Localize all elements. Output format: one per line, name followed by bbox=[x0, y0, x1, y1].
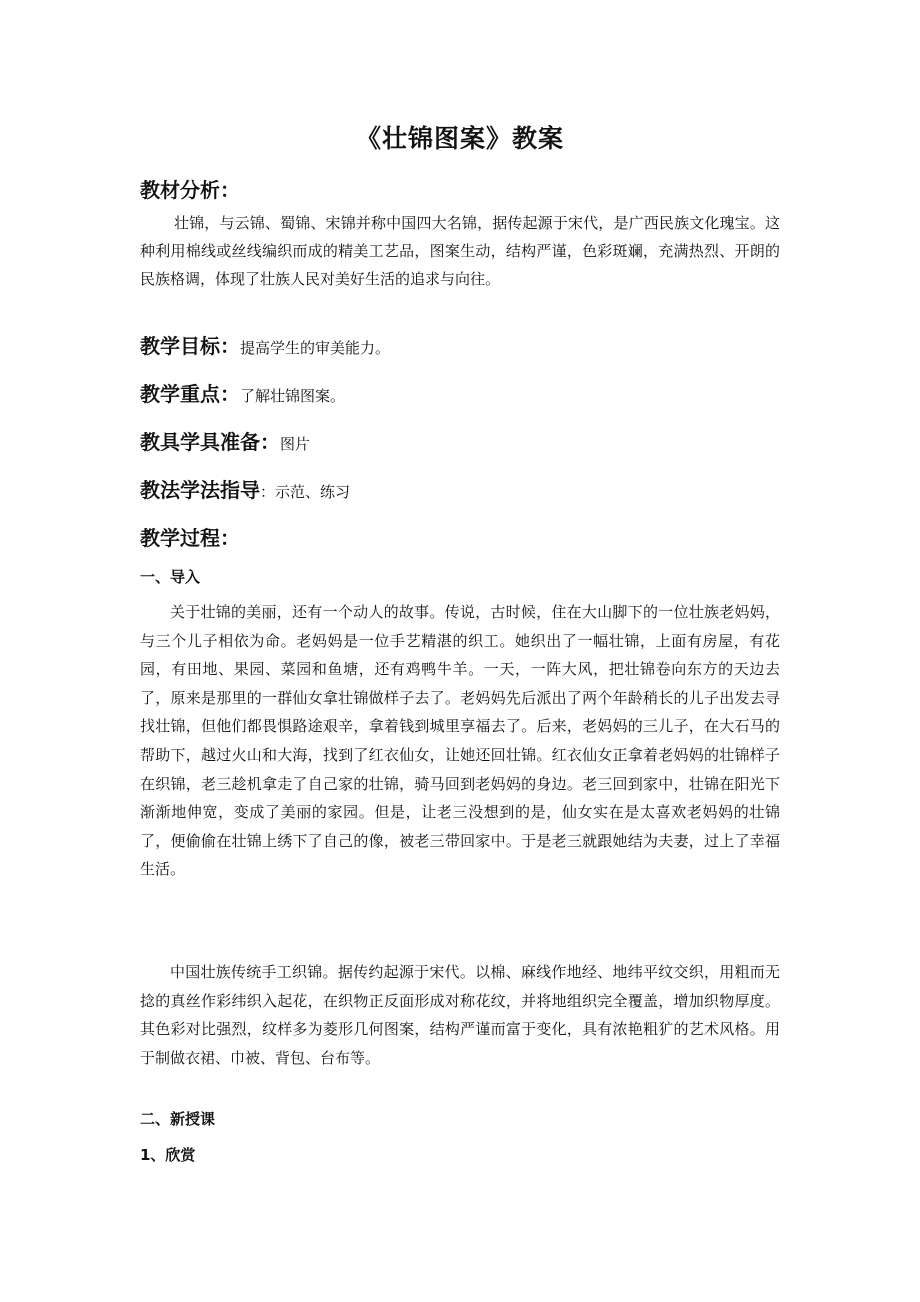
focus-text: 了解壮锦图案。 bbox=[240, 387, 346, 405]
goal-heading-label: 教学目标： bbox=[140, 334, 240, 358]
analysis-heading-label: 教材分析： bbox=[140, 178, 240, 202]
new-lesson-heading: 二、新授课 bbox=[140, 1110, 216, 1128]
intro-description-paragraph: 中国壮族传统手工织锦。据传约起源于宋代。以棉、麻线作地经、地纬平纹交织，用粗而无捻的真丝作彩纬织入起花，在织物正反面形成对称花纹，并将地组织完全覆盖，增加织物厚度。其色彩对比强烈，纹样多为菱形几何图案，结构严谨而富于变化，具有浓艳粗犷的艺术风格。用于制做衣裙、巾被、背包、台布等。 bbox=[140, 963, 780, 1067]
document-title: 《壮锦图案》教案 bbox=[355, 124, 564, 153]
method-colon: ： bbox=[260, 483, 276, 501]
tools-heading-label: 教具学具准备： bbox=[140, 430, 280, 454]
intro-story-paragraph: 关于壮锦的美丽，还有一个动人的故事。传说，古时候，住在大山脚下的一位壮族老妈妈，与三个儿子相依为命。老妈妈是一位手艺精湛的织工。她织出了一幅壮锦，上面有房屋，有花园，有田地、果园、菜园和鱼塘，还有鸡鸭牛羊。一天，一阵大风，把壮锦卷向东方的天边去了，原来是那里的一群仙女拿壮锦做样子去了。老妈妈先后派出了两个年龄稍长的儿子出发去寻找壮锦，但他们都畏惧路途艰辛，拿着钱到城里享福去了。后来，老妈妈的三儿子，在大石马的帮助下，越过火山和大海，找到了红衣仙女，让她还回壮锦。红衣仙女正拿着老妈妈的壮锦样子在织锦，老三趁机拿走了自己家的壮锦，骑马回到老妈妈的身边。老三回到家中，壮锦在阳光下渐渐地伸宽，变成了美丽的家园。但是，让老三没想到的是，仙女实在是太喜欢老妈妈的壮锦了，便偷偷在壮锦上绣下了自己的像，被老三带回家中。于是老三就跟她结为夫妻，过上了幸福生活。 bbox=[140, 603, 780, 879]
method-text: 示范、练习 bbox=[275, 483, 351, 501]
appreciate-heading: 1、欣赏 bbox=[140, 1146, 196, 1164]
focus-heading-label: 教学重点： bbox=[140, 382, 240, 406]
focus-heading bbox=[140, 378, 345, 407]
analysis-heading bbox=[140, 174, 240, 203]
goal-text: 提高学生的审美能力。 bbox=[240, 339, 391, 357]
method-heading-label: 教法学法指导 bbox=[140, 478, 260, 502]
process-heading bbox=[140, 522, 240, 551]
intro-heading: 一、导入 bbox=[140, 568, 201, 586]
tools-text: 图片 bbox=[280, 435, 311, 453]
method-heading bbox=[140, 474, 350, 503]
tools-heading bbox=[140, 426, 310, 455]
process-heading-label: 教学过程： bbox=[140, 526, 240, 550]
analysis-paragraph: 壮锦，与云锦、蜀锦、宋锦并称中国四大名锦，据传起源于宋代，是广西民族文化瑰宝。这种利用棉线或丝线编织而成的精美工艺品，图案生动，结构严谨，色彩斑斓，充满热烈、开朗的民族格调，体现了壮族人民对美好生活的追求与向往。 bbox=[140, 214, 780, 288]
goal-heading bbox=[140, 330, 390, 359]
